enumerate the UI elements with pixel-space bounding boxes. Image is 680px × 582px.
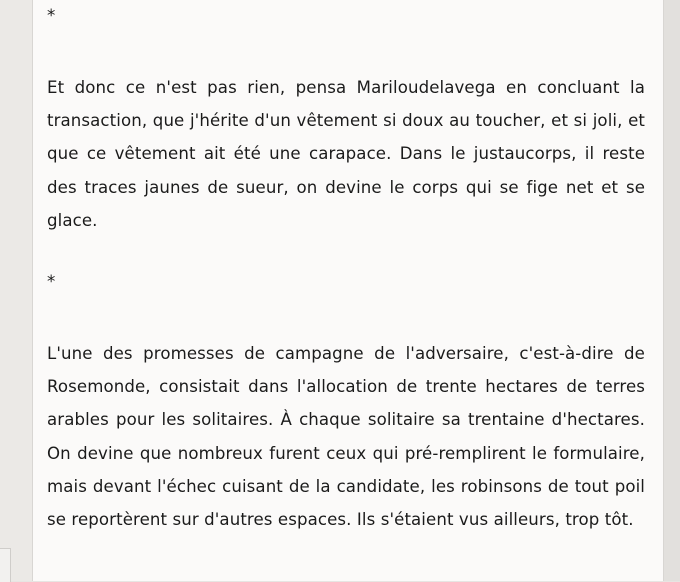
- paragraph: [47, 337, 645, 536]
- right-margin: [664, 0, 680, 581]
- section-separator: *: [47, 6, 56, 25]
- paragraph-text: Et donc ce n'est pas rien, pensa Mariloudelavega en concluant la transaction, que j'hérite d'un vêtement si doux au toucher, et si joli, et que ce vêtement ait été une carapace. Dans le justaucorps, il reste des traces jaunes de sueur, on devine le corps qui se fige net et se glace.: [47, 78, 645, 230]
- paragraph: [47, 71, 645, 237]
- corner-fragment: [0, 548, 11, 582]
- left-margin: [0, 0, 32, 581]
- paragraph-text: L'une des promesses de campagne de l'adversaire, c'est-à-dire de Rosemonde, consistait dans l'allocation de trente hectares de terres arables pour les solitaires. À chaque solitaire sa trentaine d'hectares. On devine que nombreux furent ceux qui pré-remplirent le formulaire, mais devant l'échec cuisant de la candidate, les robinsons de tout poil se reportèrent sur d'autres espaces. Ils s'étaient vus ailleurs, trop tôt.: [47, 344, 645, 530]
- section-separator: *: [47, 272, 56, 291]
- document-page: [32, 0, 664, 581]
